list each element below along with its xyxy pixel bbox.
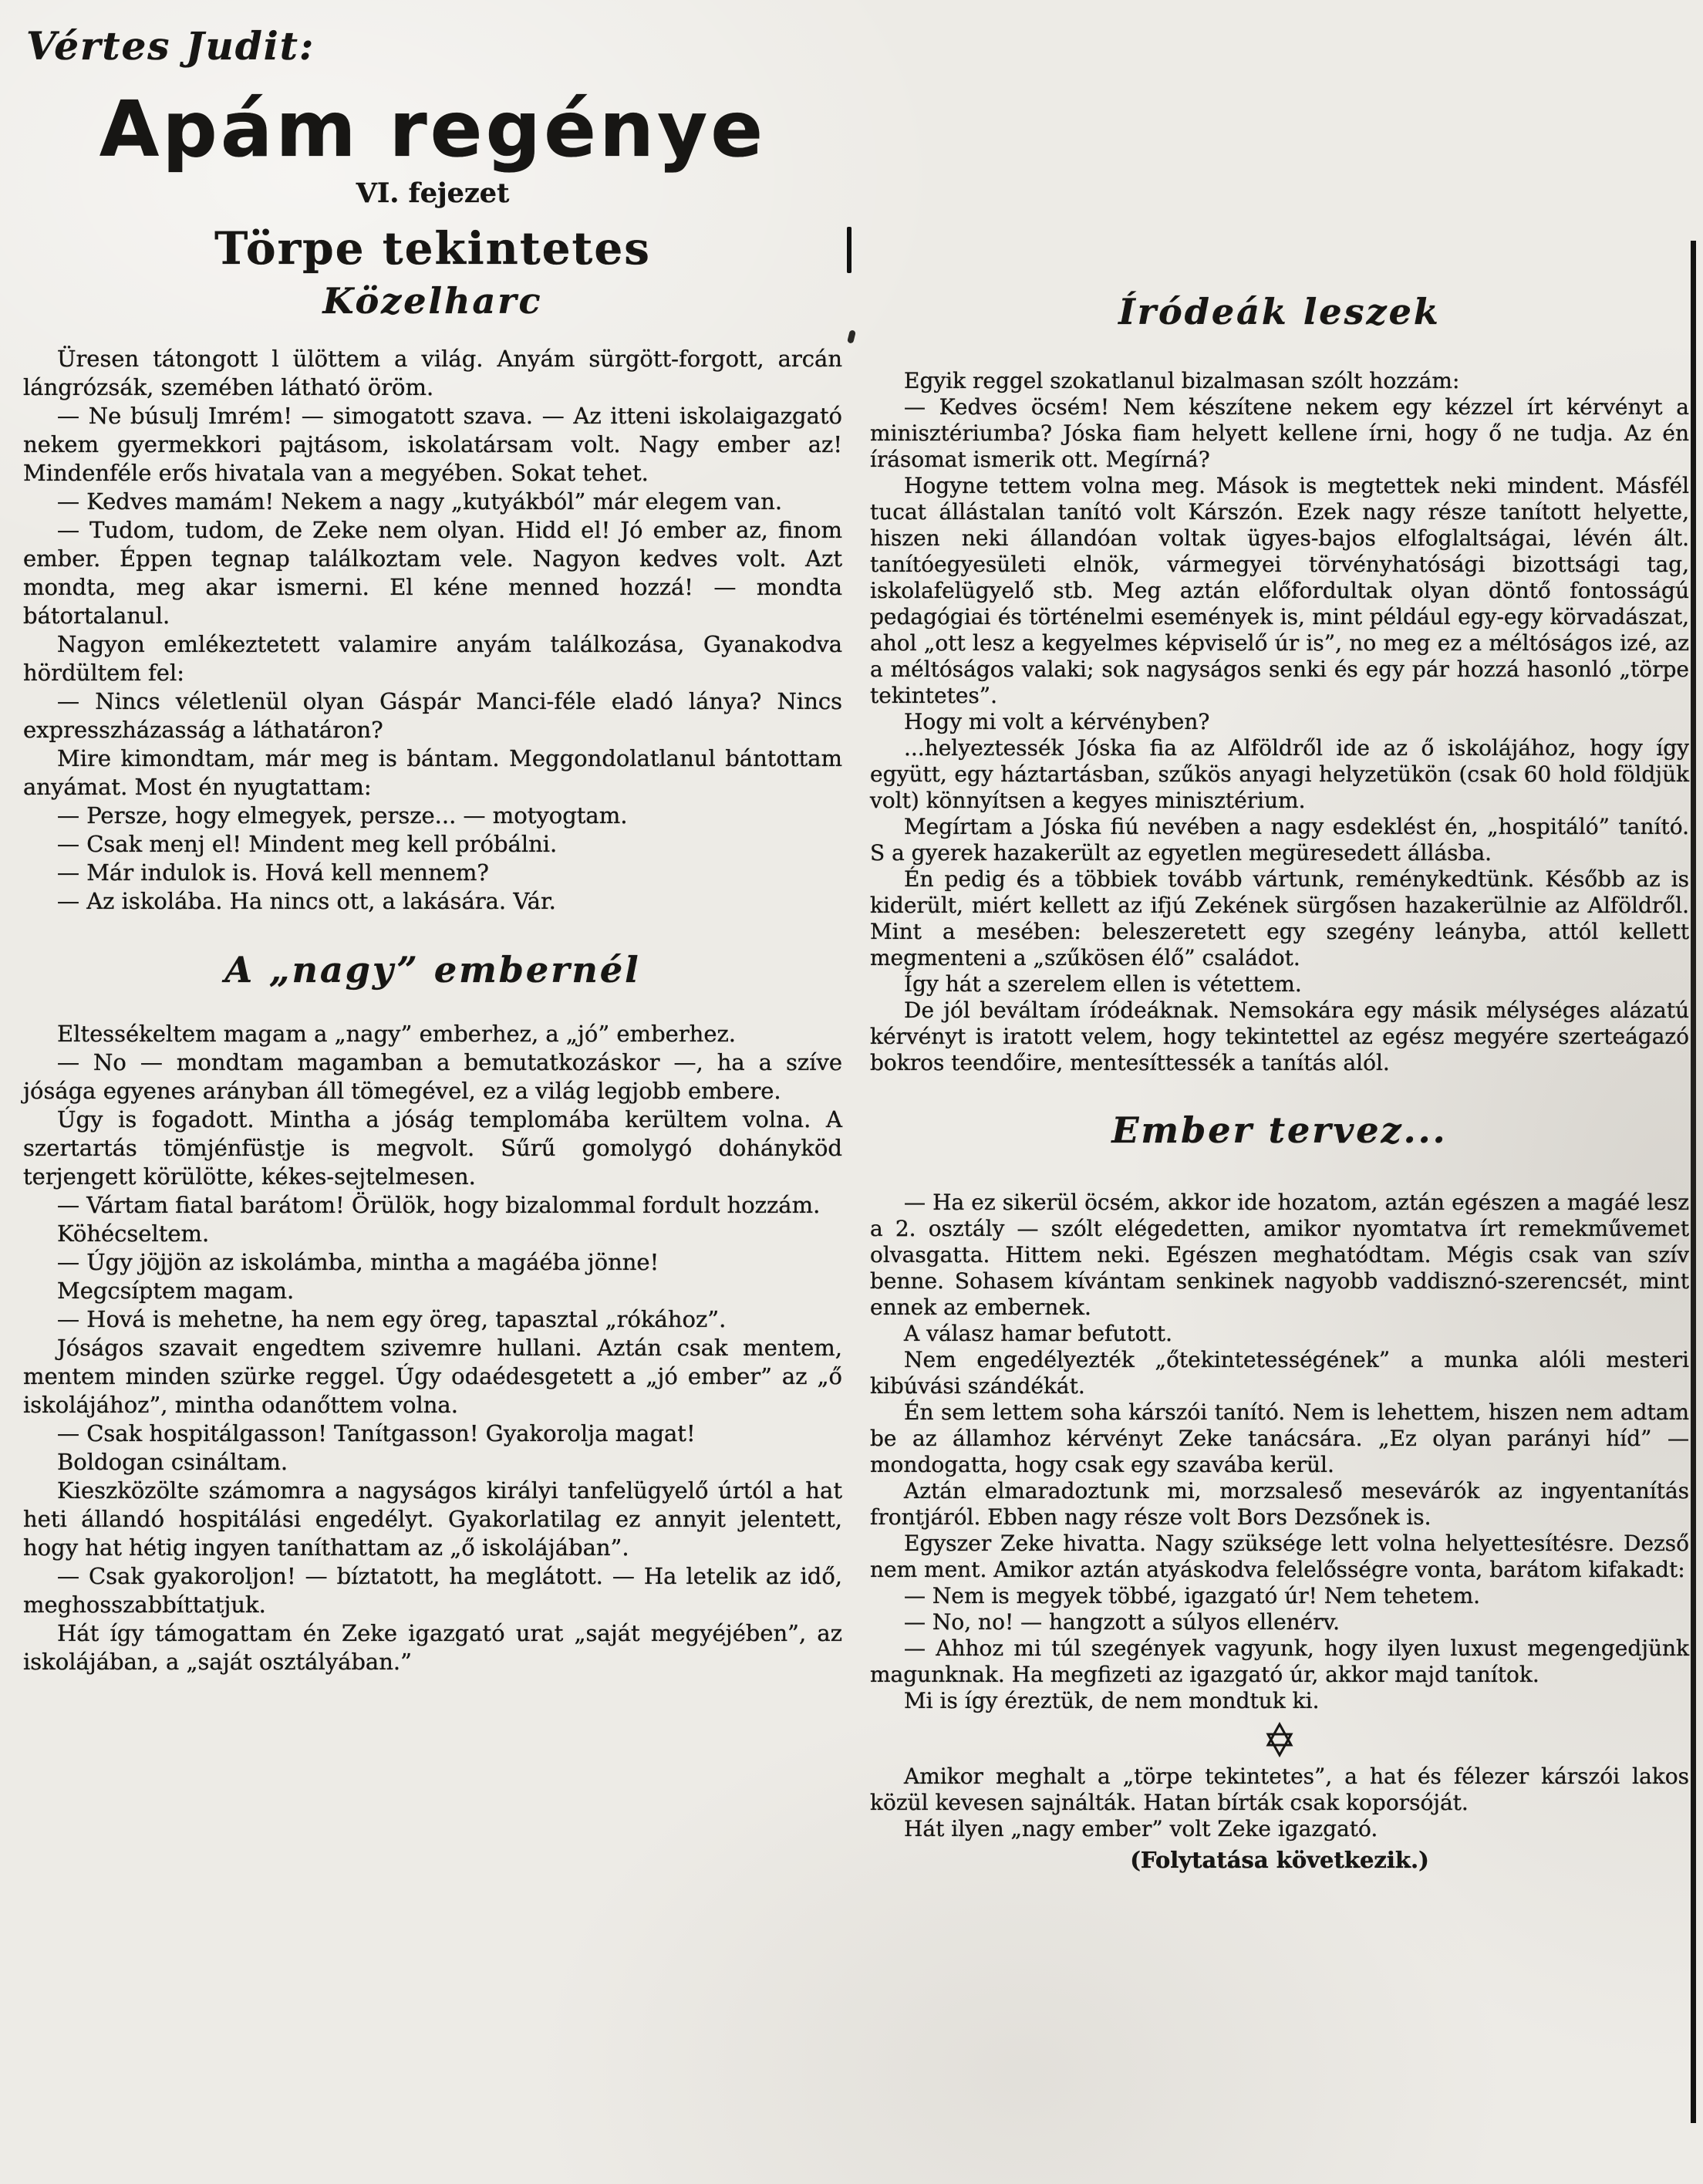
section-body-ember-tervez	[870, 1190, 1689, 1714]
paragraph: — Ha ez sikerül öcsém, akkor ide hozatom, aztán egészen a magáé lesz a 2. osztály — szólt elégedetten, amikor nyomtatva írt remekművemet olvasgatta. Hittem neki. Egészen meghatódtam. Mégis csak van szív benne. Sohasem kívántam senkinek nagyobb vaddisznó-szerencsét, mint ennek az embernek.	[870, 1189, 1689, 1320]
paragraph: Én pedig és a többiek tovább vártunk, reménykedtünk. Később az is kiderült, miért kellett az ifjú Zekének sürgősen hazakerülnie az Alföldről. Mint a mesében: beleszeretett egy szegény leányba, attól kellett megmenteni a „szűkösen élő” családot.	[870, 866, 1689, 970]
paragraph: Én sem lettem soha kárszói tanító. Nem is lehettem, hiszen nem adtam be az államhoz kérvényt Zeke tanácsára. „Ez olyan parányi híd” — mondogatta, hogy csak egy szavába kerül.	[870, 1399, 1689, 1477]
paragraph: — Vártam fiatal barátom! Örülök, hogy bizalommal fordult hozzám.	[57, 1191, 821, 1218]
right-column	[870, 292, 1689, 1873]
paragraph: Jóságos szavait engedtem szivemre hullani. Aztán csak mentem, mentem minden szürke reggel. Úgy odaédesgetett a „jó ember” az „ő iskolájához”, mintha odanőttem volna.	[23, 1334, 842, 1418]
paragraph: — Hová is mehetne, ha nem egy öreg, tapasztal „rókához”.	[57, 1305, 727, 1332]
paragraph: Boldogan csináltam.	[57, 1448, 288, 1475]
paragraph: De jól beváltam íródeáknak. Nemsokára egy másik mélységes alázatú kérvényt is iratott velem, hogy tekintettel az egész megyére szerteágazó bokros teendőire, mentesíttessék a tanítás alól.	[870, 997, 1689, 1075]
section-title-ember-tervez: Ember tervez...	[1111, 1109, 1448, 1151]
left-column	[23, 12, 842, 1676]
paragraph: A válasz hamar befutott.	[904, 1320, 1172, 1346]
paragraph: — Csak hospitálgasson! Tanítgasson! Gyakorolja magat!	[57, 1419, 696, 1446]
paragraph: Hát ilyen „nagy ember” volt Zeke igazgató.	[904, 1815, 1378, 1841]
article-title: Apám regénye	[99, 84, 767, 174]
paragraph: — Úgy jöjjön az iskolámba, mintha a magáéba jönne!	[57, 1248, 659, 1275]
paragraph: Hogyne tettem volna meg. Mások is megtettek neki mindent. Másfél tucat állástalan tanító volt Kárszón. Ezek nagy része tanított helyette, hiszen neki állandóan voltak ügyes-bajos elfoglaltságai, lévén ált. tanítóegyesületi elnök, vármegyei törvényhatósági bizottsági tag, iskolafelügyelő stb. Meg aztán előfordultak olyan döntő fontosságú pedagógiai és történelmi események is, mint például egy-egy körvadászat, ahol „ott lesz a kegyelmes képviselő úr is”, no meg ez a méltóságos izé, az a méltóságos valaki; sok nagyságos senki és egy pár hozzá hasonló „törpe tekintetes”.	[870, 472, 1689, 708]
paragraph: Mi is így éreztük, de nem mondtuk ki.	[904, 1687, 1320, 1713]
section-body-irodeak-leszek	[870, 368, 1689, 1076]
paragraph: Üresen tátongott l ülöttem a világ. Anyám sürgött-forgott, arcán lángrózsák, szemében látható öröm.	[23, 345, 842, 400]
paragraph: — Persze, hogy elmegyek, persze... — motyogtam.	[57, 802, 628, 829]
paragraph: Amikor meghalt a „törpe tekintetes”, a hat és félezer kárszói lakos közül kevesen sajnálták. Hatan bírták csak koporsóját.	[870, 1763, 1689, 1815]
paragraph: — Nem is megyek többé, igazgató úr! Nem tehetem.	[904, 1582, 1481, 1608]
paragraph: Hogy mi volt a kérvényben?	[904, 708, 1210, 734]
continuation-note: (Folytatása következik.)	[1130, 1846, 1429, 1873]
right-column-rule	[1691, 241, 1696, 2123]
paragraph: Megírtam a Jóska fiú nevében a nagy esdeklést én, „hospitáló” tanító. S a gyerek hazakerült az egyetlen megüresedett állásba.	[870, 813, 1689, 866]
column-gap-speck	[847, 329, 856, 343]
paragraph: — Kedves mamám! Nekem a nagy „kutyákból” már elegem van.	[57, 488, 783, 515]
section-title-a-nagy-embernel: A „nagy” embernél	[224, 948, 641, 991]
paragraph: — Kedves öcsém! Nem készítene nekem egy kézzel írt kérvényt a minisztériumba? Jóska fiam helyett kellene írni, hogy ő ne tudja. Az én írásomat ismerik ott. Megírná?	[870, 393, 1689, 472]
paragraph: — Már indulok is. Hová kell mennem?	[57, 859, 489, 886]
section-title-irodeak-leszek: Íródeák leszek	[1118, 291, 1441, 332]
paragraph: Mire kimondtam, már meg is bántam. Meggondolatlanul bántottam anyámat. Most én nyugtattam:	[23, 744, 842, 800]
paragraph: — No, no! — hangzott a súlyos ellenérv.	[904, 1608, 1340, 1635]
paragraph: — Csak gyakoroljon! — bíztatott, ha meglátott. — Ha letelik az idő, meghosszabbíttatjuk.	[23, 1562, 842, 1618]
paragraph: Kieszközölte számomra a nagyságos királyi tanfelügyelő úrtól a hat heti állandó hospitálási engedélyt. Gyakorlatilag ez annyit jelentett, hogy hat hétig ingyen taníthattam az „ő iskolájában”.	[23, 1477, 842, 1561]
author-byline: Vértes Judit:	[26, 23, 315, 69]
section-body-a-nagy-embernel	[23, 1020, 842, 1676]
star-divider-icon	[870, 1720, 1689, 1759]
paragraph: Úgy is fogadott. Mintha a jóság templomába kerültem volna. A szertartás tömjénfüstje is megvolt. Sűrű gomolygó dohányköd terjengett körülötte, kékes-sejtelmesen.	[23, 1106, 842, 1190]
paragraph: — Az iskolába. Ha nincs ott, a lakására. Vár.	[57, 887, 556, 914]
paragraph: — Csak menj el! Mindent meg kell próbálni.	[57, 830, 558, 857]
section-body-ember-tervez-end	[870, 1764, 1689, 1842]
paragraph: ...helyeztessék Jóska fia az Alföldről ide az ő iskolájához, hogy így együtt, egy háztartásban, szűkös anyagi helyzetükön (csak 60 hold földjük volt) könnyítsen a kegyes minisztérium.	[870, 734, 1689, 813]
chapter-label: VI. fejezet	[356, 177, 510, 209]
paragraph: Eltessékeltem magam a „nagy” emberhez, a „jó” emberhez.	[57, 1020, 736, 1047]
paragraph: Aztán elmaradoztunk mi, morzsaleső mesevárók az ingyentanítás frontjáról. Ebben nagy része volt Bors Dezsőnek is.	[870, 1477, 1689, 1530]
paragraph: — Nincs véletlenül olyan Gáspár Manci-féle eladó lánya? Nincs expresszházasság a láthatáron?	[23, 687, 842, 743]
paragraph: Köhécseltem.	[57, 1220, 210, 1247]
section-title-torpe-tekintetes: Törpe tekintetes	[214, 222, 651, 275]
paragraph: Megcsíptem magam.	[57, 1277, 295, 1304]
paragraph: — Ahhoz mi túl szegények vagyunk, hogy ilyen luxust megengedjünk magunknak. Ha megfizeti az igazgató úr, akkor majd tanítok.	[870, 1635, 1689, 1687]
paragraph: Egyik reggel szokatlanul bizalmasan szólt hozzám:	[904, 367, 1460, 393]
paragraph: — Tudom, tudom, de Zeke nem olyan. Hidd el! Jó ember az, finom ember. Éppen tegnap találkoztam vele. Nagyon kedves volt. Azt mondta, meg akar ismerni. El kéne menned hozzá! — mondta bátortalanul.	[23, 516, 842, 629]
paragraph: — Ne búsulj Imrém! — simogatott szava. — Az itteni iskolaigazgató nekem gyermekkori pajtásom, iskolatársam volt. Nagy ember az! Mindenféle erős hivatala van a megyében. Sokat tehet.	[23, 402, 842, 486]
section-body-kozelharc	[23, 345, 842, 916]
subsection-title-kozelharc: Közelharc	[322, 279, 543, 322]
paragraph: Így hát a szerelem ellen is vétettem.	[904, 970, 1302, 997]
paragraph: — No — mondtam magamban a bemutatkozáskor —, ha a szíve jósága egyenes arányban áll tömegével, ez a világ legjobb embere.	[23, 1048, 842, 1104]
column-gap-ink-mark	[847, 227, 852, 273]
paragraph: Nem engedélyezték „őtekintetességének” a munka alóli mesteri kibúvási szándékát.	[870, 1346, 1689, 1399]
paragraph: Egyszer Zeke hivatta. Nagy szüksége lett volna helyettesítésre. Dezső nem ment. Amikor aztán atyáskodva felelősségre vonta, barátom kifakadt:	[870, 1530, 1689, 1582]
paragraph: Nagyon emlékeztetett valamire anyám találkozása, Gyanakodva hördültem fel:	[23, 630, 842, 686]
paragraph: Hát így támogattam én Zeke igazgató urat „saját megyéjében”, az iskolájában, a „saját osztályában.”	[23, 1619, 842, 1675]
